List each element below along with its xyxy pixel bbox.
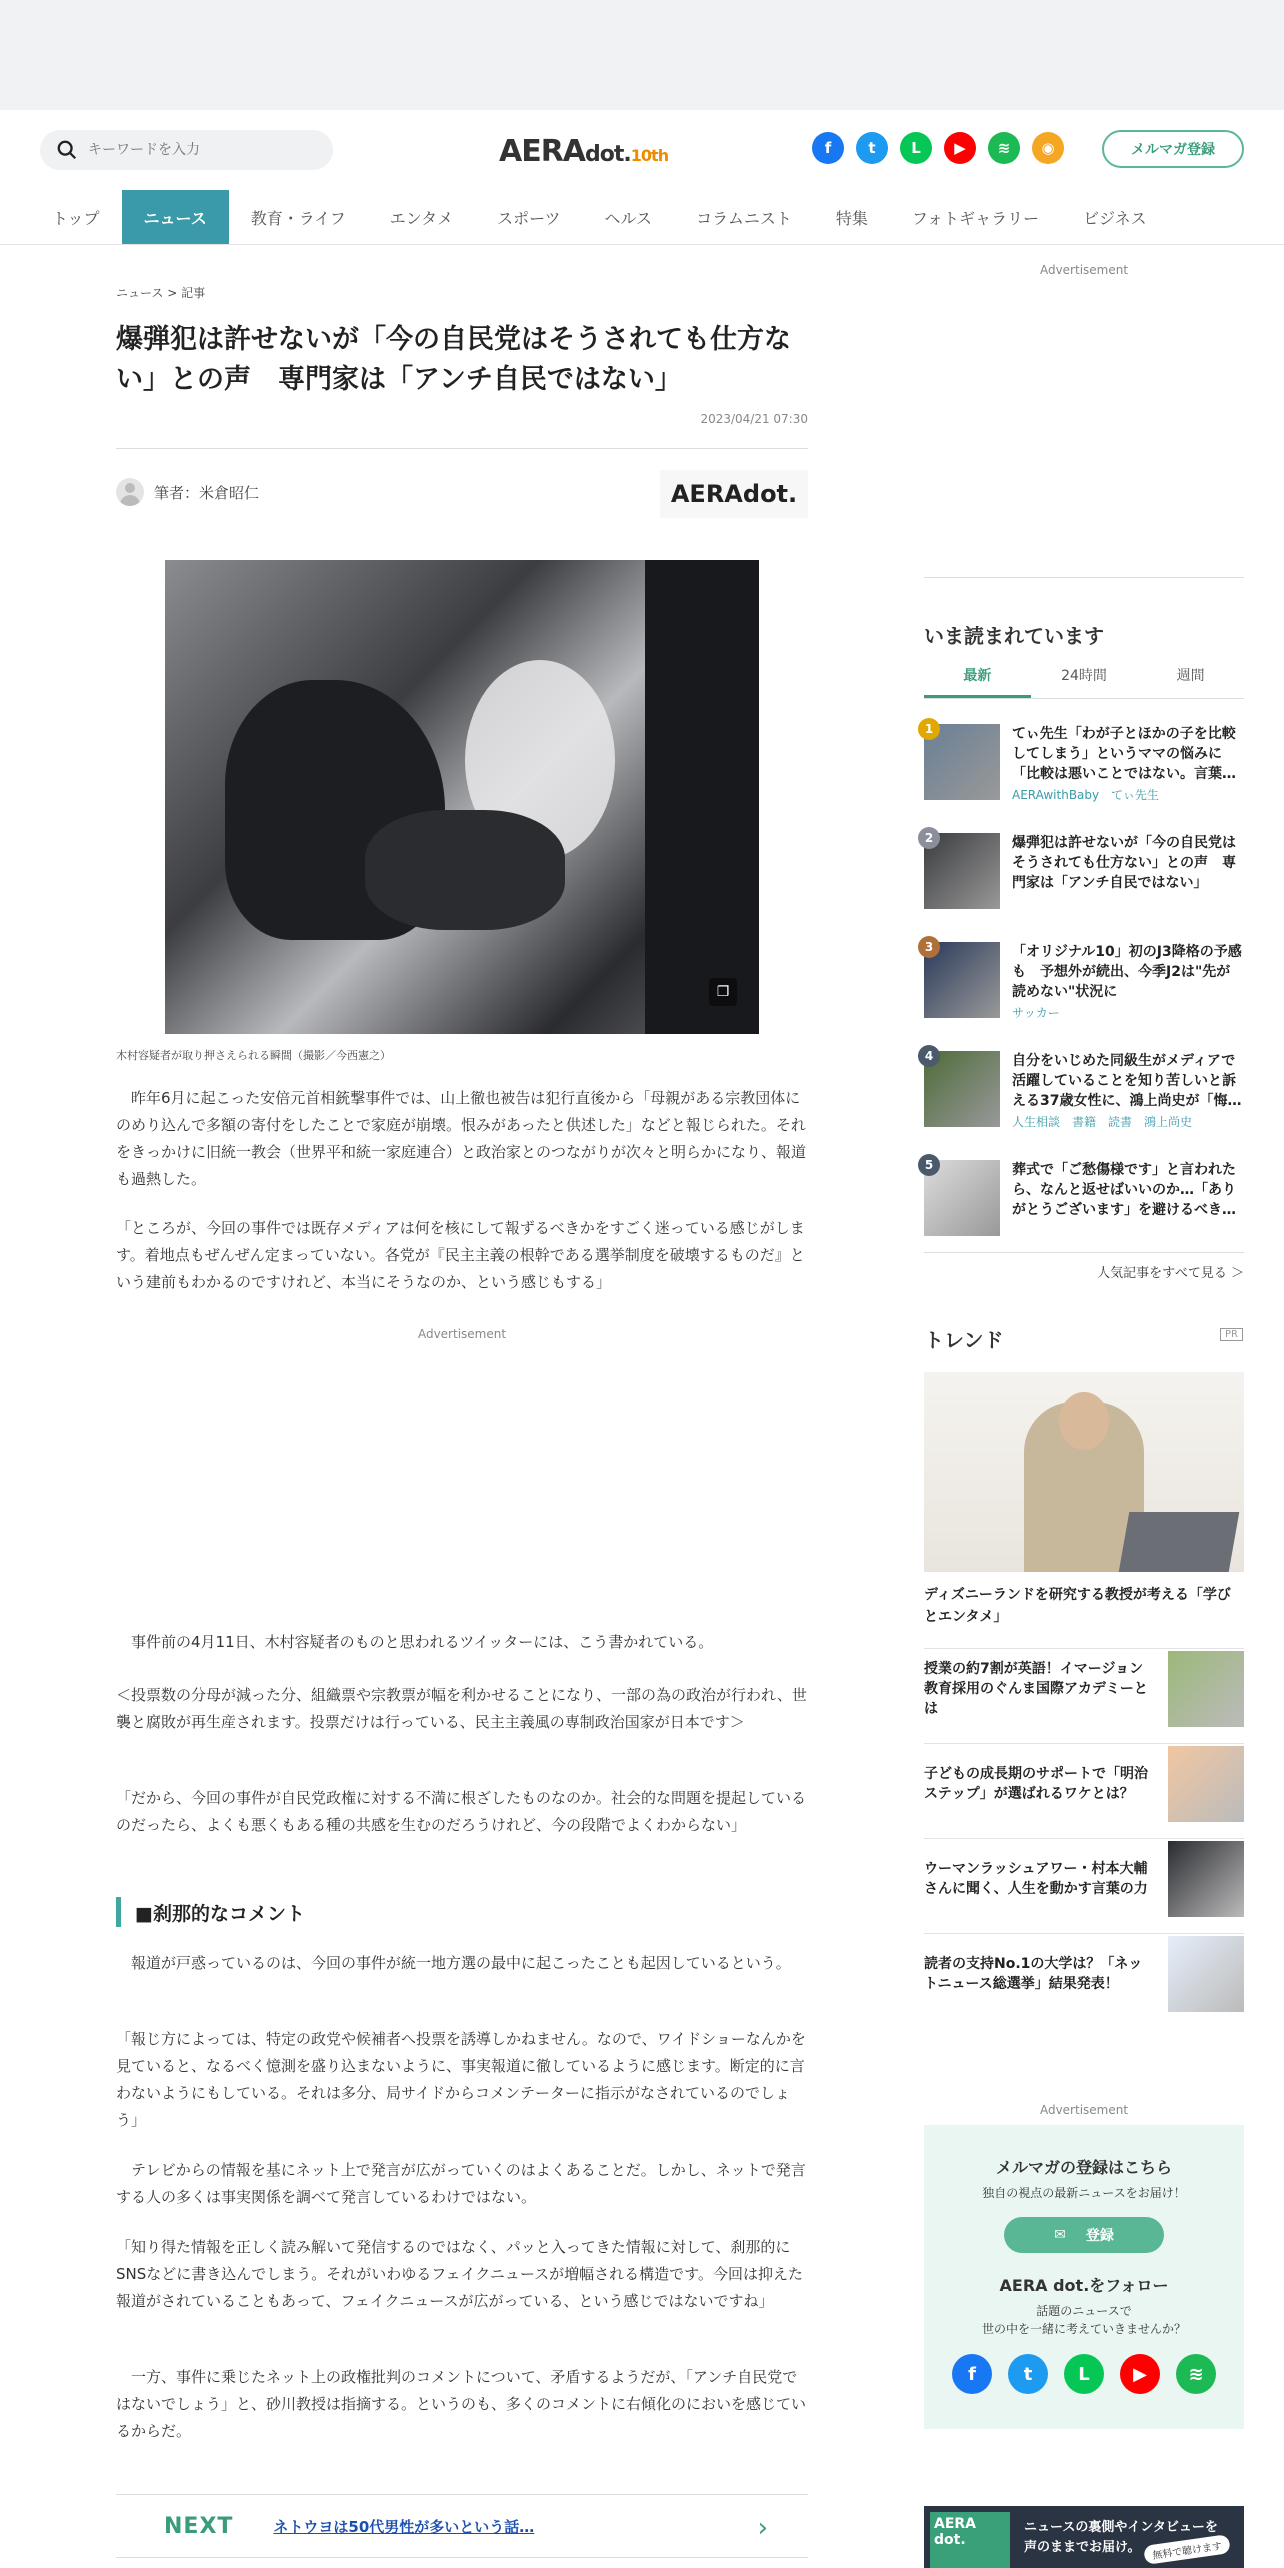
ad-label: Advertisement [1039, 2103, 1129, 2117]
ranking-thumbnail[interactable] [924, 724, 1000, 800]
next-label: NEXT [164, 2513, 234, 2539]
tab-latest[interactable]: 最新 [924, 665, 1031, 698]
newsletter-button[interactable]: メルマガ登録 [1102, 130, 1244, 168]
spotify-icon[interactable]: ≋ [988, 132, 1020, 164]
author-name: 筆者：米倉昭仁 [154, 483, 260, 502]
copy-icon[interactable]: ❐ [709, 978, 737, 1006]
article-date: 2023/04/21 07:30 [700, 412, 808, 426]
trend-title[interactable]: 授業の約7割が英語！イマージョン教育採用のぐんま国際アカデミーとは [924, 1660, 1148, 1717]
trend-hero-image[interactable] [924, 1372, 1244, 1572]
ranking-tag[interactable]: サッカー [1012, 1006, 1060, 1020]
twitter-icon[interactable]: t [856, 132, 888, 164]
trend-item[interactable] [924, 1743, 1244, 1823]
rank-number: 2 [918, 827, 940, 849]
nav-tab[interactable]: トップ [52, 208, 100, 228]
photo-caption: 木村容疑者が取り押さえられる瞬間（撮影／今西憲之） [116, 1049, 391, 1062]
trend-item[interactable] [924, 1648, 1244, 1728]
breadcrumb[interactable]: ニュース > 記事 [116, 286, 206, 300]
paragraph: 「ところが、今回の事件では既存メディアは何を核にして報ずるべきかをすごく迷っている感じがします。着地点もぜんぜん定まっていない。各党が『民主主義の根幹である選挙制度を破壊するものだ』という建前もわかるのですけれど、本当にそうなのか、という感じもする」 [116, 1219, 805, 1291]
follow-heading: AERA dot.をフォロー [999, 2276, 1169, 2295]
paragraph: 一方、事件に乗じたネット上の政権批判のコメントについて、矛盾するようだが、「アンチ自民党ではないでしょう」と、砂川教授は指摘する。というのも、多くのコメントに右傾化のにおいを感じているからだ。 [116, 2368, 807, 2440]
next-link[interactable]: ネトウヨは50代男性が多いという話… [273, 2517, 535, 2536]
nav-tab[interactable]: ニュース [122, 190, 229, 244]
podcast-banner[interactable] [924, 2506, 1244, 2568]
paragraph: 「報じ方によっては、特定の政党や候補者へ投票を誘導しかねません。なので、ワイドショーなんかを見ていると、なるべく憶測を盛り込まないように、事実報道に徹しているように感じます。断定的に言わないようにもしている。それは多分、局サイドからコメンテーターに指示がなされているのでしょう」 [116, 2030, 806, 2129]
nav-tab[interactable]: 教育・ライフ [250, 208, 346, 228]
rss-icon[interactable]: ◉ [1032, 132, 1064, 164]
trend-thumbnail[interactable] [1168, 1651, 1244, 1727]
nav-tab[interactable]: エンタメ [389, 208, 454, 228]
ranking-title[interactable]: 「オリジナル10」初のJ3降格の予感も 予想外が続出、今季J2は"先が読めない"状況に [1012, 944, 1242, 1000]
rank-number: 1 [918, 718, 940, 740]
article-title: 爆弾犯は許せないが「今の自民党はそうされても仕方ない」との声 専門家は「アンチ自民ではない」 [116, 324, 791, 395]
paragraph: 報道が戸惑っているのは、今回の事件が統一地方選の最中に起こったことも起因しているという。 [116, 1954, 791, 1972]
ad-label: Advertisement [1039, 263, 1129, 277]
youtube-icon[interactable]: ▶ [944, 132, 976, 164]
trend-item[interactable] [924, 1933, 1244, 2013]
trend-title[interactable]: 子どもの成長期のサポートで「明治ステップ」が選ばれるワケとは？ [924, 1765, 1148, 1802]
paragraph: ＜投票数の分母が減った分、組織票や宗教票が幅を利かせることになり、一部の為の政治が行われ、世襲と腐敗が再生産されます。投票だけは行っている、民主主義風の専制政治国家が日本です＞ [116, 1686, 807, 1731]
paragraph: 「だから、今回の事件が自民党政権に対する不満に根ざしたものなのか。社会的な問題を提起しているのだったら、よくも悪くもある種の共感を生むのだろうけれど、今の段階でよくわからない」 [116, 1789, 807, 1834]
follow-icons [924, 2354, 1244, 2394]
trend-title: トレンド [924, 1328, 1004, 1352]
divider [116, 448, 808, 449]
logo-main: AERA [499, 134, 586, 169]
facebook-icon[interactable]: f [952, 2354, 992, 2394]
ranking-item[interactable] [924, 942, 1244, 1018]
ad-label: Advertisement [417, 1327, 507, 1341]
next-page-bar[interactable] [116, 2494, 808, 2558]
top-ad-area [0, 0, 1284, 110]
trend-hero-title[interactable]: ディズニーランドを研究する教授が考える「学びとエンタメ」 [924, 1587, 1231, 1625]
twitter-icon[interactable]: t [1008, 2354, 1048, 2394]
paragraph: 事件前の4月11日、木村容疑者のものと思われるツイッターには、こう書かれている。 [116, 1633, 714, 1651]
rank-number: 4 [918, 1045, 940, 1067]
ranking-item[interactable] [924, 833, 1244, 909]
banner-logo: AERA dot. [930, 2512, 1010, 2568]
nav-tab[interactable]: ビジネス [1083, 208, 1147, 228]
newsletter-box [924, 2125, 1244, 2429]
tab-24h[interactable]: 24時間 [1061, 668, 1107, 684]
divider [924, 1252, 1244, 1253]
ranking-title: いま読まれています [924, 624, 1104, 648]
search-icon [56, 139, 78, 161]
ranking-item[interactable] [924, 1160, 1244, 1236]
avatar [116, 478, 144, 506]
site-logo[interactable] [499, 134, 668, 169]
register-label: 登録 [1085, 2228, 1114, 2244]
mail-icon: ✉ [1054, 2227, 1066, 2243]
register-button[interactable] [1004, 2217, 1164, 2253]
more-ranking-link[interactable]: 人気記事をすべて見る ＞ [1097, 1266, 1244, 1281]
paragraph: 昨年6月に起こった安倍元首相銃撃事件では、山上徹也被告は犯行直後から「母親がある宗教団体にのめり込んで多額の寄付をしたことで家庭が崩壊。恨みがあったと供述した」などと報じられた。それをきっかけに旧統一教会（世界平和統一家庭連合）と政治家とのつながりが次々と明らかになり、報道も過熱した。 [116, 1089, 807, 1188]
logo-tenth: 10th [630, 146, 669, 165]
search-input[interactable] [88, 142, 308, 158]
banner-text: ニュースの裏側やインタビューを [1024, 2520, 1218, 2535]
nav-tab[interactable]: ヘルス [604, 208, 653, 228]
line-icon[interactable]: L [1064, 2354, 1104, 2394]
site-header [0, 110, 1284, 245]
banner-text: 声のままでお届け。 [1024, 2540, 1141, 2555]
trend-thumbnail[interactable] [1168, 1936, 1244, 2012]
trend-thumbnail[interactable] [1168, 1746, 1244, 1822]
main-nav [30, 190, 1169, 244]
nav-tab[interactable]: スポーツ [497, 208, 561, 228]
nav-tab[interactable]: コラムニスト [696, 208, 792, 228]
article-photo[interactable] [165, 560, 759, 1034]
newsletter-heading: メルマガの登録はこちら [995, 2158, 1172, 2177]
social-links [812, 132, 1064, 164]
banner-tag: 無料で聴けます [1143, 2534, 1231, 2565]
paragraph: 「知り得た情報を正しく読み解いて発信するのではなく、パッと入ってきた情報に対して、刹那的にSNSなどに書き込んでしまう。それがいわゆるフェイクニュースが増幅される構造です。今回は抑えた報道がされていることもあって、フェイクニュースが広がっている、という感じではないですね」 [116, 2238, 803, 2310]
chevron-right-icon[interactable]: › [757, 2513, 768, 2543]
divider [924, 577, 1244, 578]
trend-title[interactable]: ウーマンラッシュアワー・村本大輔さんに聞く、人生を動かす言葉の力 [924, 1860, 1148, 1897]
ranking-tag[interactable]: 人生相談 書籍 読書 鴻上尚史 [1012, 1115, 1193, 1129]
newsletter-sub: 独自の視点の最新ニュースをお届け！ [982, 2186, 1186, 2200]
pr-badge: PR [1220, 1328, 1243, 1341]
paragraph: テレビからの情報を基にネット上で発言が広がっていくのはよくあることだ。しかし、ネットで発言する人の多くは事実関係を調べて発言しているわけではない。 [116, 2161, 806, 2206]
trend-item[interactable] [924, 1838, 1244, 1918]
trend-title[interactable]: 読者の支持No.1の大学は？「ネットニュース総選挙」結果発表！ [924, 1955, 1143, 1992]
nav-tab[interactable]: 特集 [835, 208, 868, 228]
ranking-thumbnail[interactable] [924, 833, 1000, 909]
ranking-tabs [924, 665, 1244, 699]
subheading: ■刹那的なコメント [116, 1897, 808, 1927]
follow-sub: 世の中を一緒に考えていきませんか？ [981, 2322, 1186, 2336]
rank-number: 5 [918, 1154, 940, 1176]
youtube-icon[interactable]: ▶ [1120, 2354, 1160, 2394]
ranking-item[interactable] [924, 724, 1244, 800]
ranking-thumbnail[interactable] [924, 942, 1000, 1018]
author [116, 478, 259, 506]
facebook-icon[interactable]: f [812, 132, 844, 164]
follow-sub: 話題のニュースで [1036, 2304, 1132, 2318]
nav-tab[interactable]: フォトギャラリー [911, 208, 1040, 228]
ranking-title[interactable]: 自分をいじめた同級生がメディアで活躍していることを知り苦しいと訴える37歳女性に、鴻上尚史が「悔… [1012, 1053, 1242, 1109]
search-box[interactable] [40, 130, 333, 170]
ranking-title[interactable]: 葬式で「ご愁傷様です」と言われたら、なんと返せばいいのか…「ありがとうございます」を避けるべき… [1012, 1162, 1236, 1218]
spotify-icon[interactable]: ≋ [1176, 2354, 1216, 2394]
ranking-title[interactable]: 爆弾犯は許せないが「今の自民党はそうされても仕方ない」との声 専門家は「アンチ自民ではない」 [1012, 835, 1236, 891]
ranking-thumbnail[interactable] [924, 1051, 1000, 1127]
trend-thumbnail[interactable] [1168, 1841, 1244, 1917]
line-icon[interactable]: L [900, 132, 932, 164]
ranking-item[interactable] [924, 1051, 1244, 1127]
tab-weekly[interactable]: 週間 [1176, 668, 1205, 684]
rank-number: 3 [918, 936, 940, 958]
ranking-thumbnail[interactable] [924, 1160, 1000, 1236]
ranking-tag[interactable]: AERAwithBaby てぃ先生 [1012, 788, 1159, 802]
logo-dot: dot. [585, 142, 631, 167]
source-logo: AERAdot. [660, 470, 808, 518]
ranking-title[interactable]: てぃ先生「わが子とほかの子を比較してしまう」というママの悩みに「比較は悪いことではない。言葉… [1012, 726, 1236, 782]
